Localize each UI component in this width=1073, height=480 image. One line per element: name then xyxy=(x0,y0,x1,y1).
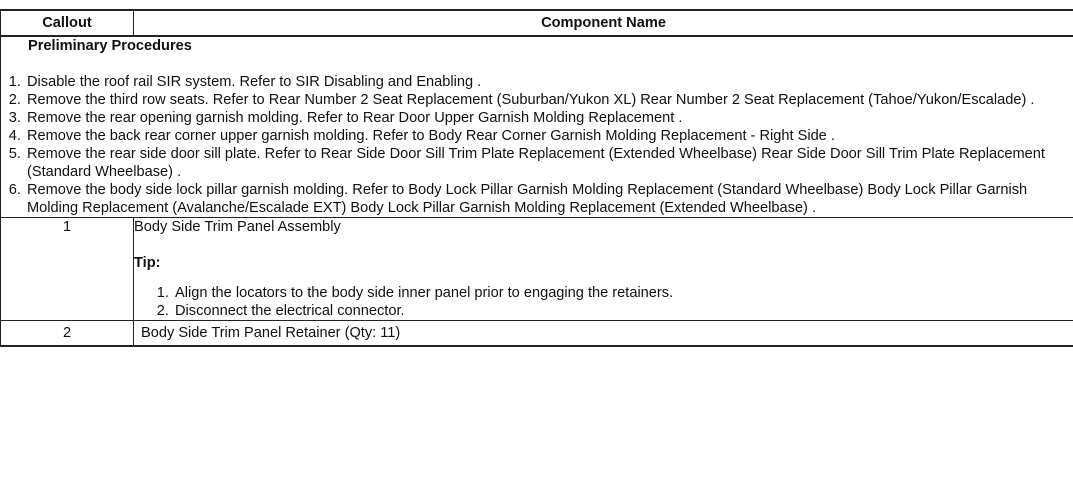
component-name: Body Side Trim Panel Assembly xyxy=(134,219,341,235)
preliminary-steps-list xyxy=(1,73,1073,217)
tip-item: 2. Disconnect the electrical connector. xyxy=(173,302,1073,320)
preliminary-step: 1. Disable the roof rail SIR system. Refer to SIR Disabling and Enabling . xyxy=(25,73,1073,91)
tip-list xyxy=(134,284,1073,320)
preliminary-step: 6. Remove the body side lock pillar garnish molding. Refer to Body Lock Pillar Garnish Molding Replacement (Standard Wheelbase) Body Lock Pillar Garnish Molding Replacement (Avalanche/Escalade EXT) Body Lock Pillar Garnish Molding Replacement (Extended Wheelbase) . xyxy=(25,181,1073,217)
tip-item: 1. Align the locators to the body side inner panel prior to engaging the retainers. xyxy=(173,284,1073,302)
component-name: Body Side Trim Panel Retainer (Qty: 11) xyxy=(134,321,1073,347)
procedure-table xyxy=(0,9,1073,347)
tip-label: Tip: xyxy=(134,255,161,271)
preliminary-procedures-cell xyxy=(1,36,1073,218)
table-row xyxy=(1,321,1073,347)
callout-number: 2 xyxy=(1,321,134,347)
preliminary-procedures-heading: Preliminary Procedures xyxy=(28,38,192,54)
table-header-row xyxy=(1,10,1073,36)
table-row xyxy=(1,218,1073,321)
preliminary-step: 3. Remove the rear opening garnish molding. Refer to Rear Door Upper Garnish Molding Replacement . xyxy=(25,109,1073,127)
preliminary-step: 5. Remove the rear side door sill plate. Refer to Rear Side Door Sill Trim Plate Replacement (Extended Wheelbase) Rear Side Door Sill Trim Plate Replacement (Standard Wheelbase) . xyxy=(25,145,1073,181)
callout-number: 1 xyxy=(1,218,134,321)
column-header-callout: Callout xyxy=(1,10,134,36)
preliminary-step: 4. Remove the back rear corner upper garnish molding. Refer to Body Rear Corner Garnish Molding Replacement - Right Side . xyxy=(25,127,1073,145)
column-header-component-name: Component Name xyxy=(134,10,1073,36)
preliminary-step: 2. Remove the third row seats. Refer to Rear Number 2 Seat Replacement (Suburban/Yukon XL) Rear Number 2 Seat Replacement (Tahoe/Yukon/Escalade) . xyxy=(25,91,1073,109)
component-name-cell xyxy=(134,218,1073,321)
preliminary-procedures-row xyxy=(1,36,1073,218)
